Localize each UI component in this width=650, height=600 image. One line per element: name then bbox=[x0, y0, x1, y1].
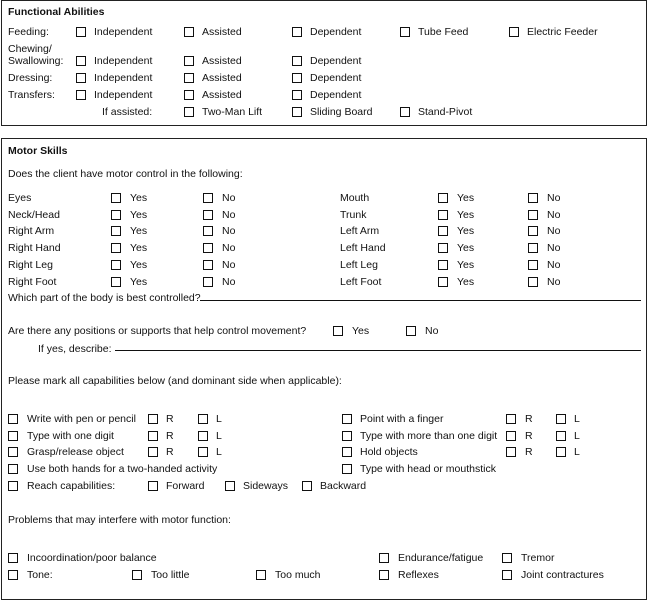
yes-label: Yes bbox=[457, 209, 475, 221]
motor-control-intro: Does the client have motor control in the following: bbox=[8, 168, 243, 180]
no-label: No bbox=[547, 259, 561, 271]
part-label-left: Right Hand bbox=[8, 242, 61, 254]
part-yes-checkbox[interactable] bbox=[438, 260, 448, 270]
cap-write-r-checkbox[interactable] bbox=[148, 414, 158, 424]
part-label-left: Eyes bbox=[8, 192, 32, 204]
dressing-independent-checkbox[interactable] bbox=[76, 73, 86, 83]
transfers-dependent-checkbox[interactable] bbox=[292, 90, 302, 100]
l-label: L bbox=[216, 430, 222, 442]
l-label: L bbox=[216, 446, 222, 458]
feeding-independent-checkbox[interactable] bbox=[76, 27, 86, 37]
functional-abilities-title: Functional Abilities bbox=[8, 6, 105, 18]
part-yes-checkbox[interactable] bbox=[438, 226, 448, 236]
part-yes-checkbox[interactable] bbox=[438, 277, 448, 287]
tremor-label: Tremor bbox=[521, 552, 555, 564]
chewing-assisted-checkbox[interactable] bbox=[184, 56, 194, 66]
stand-pivot-checkbox[interactable] bbox=[400, 107, 410, 117]
l-label: L bbox=[216, 413, 222, 425]
too-much-label: Too much bbox=[275, 569, 321, 581]
cap-type-one-l-checkbox[interactable] bbox=[198, 431, 208, 441]
part-yes-checkbox[interactable] bbox=[111, 226, 121, 236]
feeding-label: Feeding: bbox=[8, 26, 49, 38]
problems-intro: Problems that may interfere with motor function: bbox=[8, 514, 231, 526]
positions-describe-label: If yes, describe: bbox=[38, 343, 112, 355]
cap-reach-label: Reach capabilities: bbox=[27, 480, 116, 492]
part-label-right: Trunk bbox=[340, 209, 367, 221]
positions-yes-label: Yes bbox=[352, 325, 370, 337]
positions-describe-input-line[interactable] bbox=[115, 350, 641, 351]
feeding-assisted-checkbox[interactable] bbox=[184, 27, 194, 37]
yes-label: Yes bbox=[457, 276, 475, 288]
cap-reach-checkbox[interactable] bbox=[8, 481, 18, 491]
tone-checkbox[interactable] bbox=[8, 570, 18, 580]
cap-type-one-r-checkbox[interactable] bbox=[148, 431, 158, 441]
reflexes-label: Reflexes bbox=[398, 569, 439, 581]
positions-no-label: No bbox=[425, 325, 439, 337]
l-label: L bbox=[574, 446, 580, 458]
tone-label: Tone: bbox=[27, 569, 53, 581]
yes-label: Yes bbox=[130, 276, 148, 288]
part-yes-checkbox[interactable] bbox=[111, 260, 121, 270]
no-label: No bbox=[222, 259, 236, 271]
best-controlled-label: Which part of the body is best controlled? bbox=[8, 292, 201, 304]
part-label-left: Right Leg bbox=[8, 259, 53, 271]
no-label: No bbox=[547, 209, 561, 221]
yes-label: Yes bbox=[130, 209, 148, 221]
r-label: R bbox=[166, 446, 174, 458]
positions-yes-checkbox[interactable] bbox=[333, 326, 343, 336]
chewing-dependent-label: Dependent bbox=[310, 55, 362, 67]
two-man-lift-label: Two-Man Lift bbox=[202, 106, 263, 118]
yes-label: Yes bbox=[457, 225, 475, 237]
reflexes-checkbox[interactable] bbox=[379, 570, 389, 580]
chewing-independent-checkbox[interactable] bbox=[76, 56, 86, 66]
part-label-right: Left Arm bbox=[340, 225, 380, 237]
part-no-checkbox[interactable] bbox=[528, 210, 538, 220]
r-label: R bbox=[525, 430, 533, 442]
no-label: No bbox=[222, 225, 236, 237]
part-no-checkbox[interactable] bbox=[528, 193, 538, 203]
no-label: No bbox=[222, 242, 236, 254]
part-yes-checkbox[interactable] bbox=[111, 243, 121, 253]
cap-point-r-checkbox[interactable] bbox=[506, 414, 516, 424]
l-label: L bbox=[574, 413, 580, 425]
cap-type-one-checkbox[interactable] bbox=[8, 431, 18, 441]
too-little-label: Too little bbox=[151, 569, 190, 581]
part-label-left: Neck/Head bbox=[8, 209, 60, 221]
cap-write-l-checkbox[interactable] bbox=[198, 414, 208, 424]
r-label: R bbox=[166, 430, 174, 442]
part-yes-checkbox[interactable] bbox=[111, 210, 121, 220]
part-no-checkbox[interactable] bbox=[528, 243, 538, 253]
cap-type-one-label: Type with one digit bbox=[27, 430, 114, 442]
dressing-assisted-checkbox[interactable] bbox=[184, 73, 194, 83]
part-yes-checkbox[interactable] bbox=[111, 277, 121, 287]
yes-label: Yes bbox=[130, 225, 148, 237]
too-little-checkbox[interactable] bbox=[132, 570, 142, 580]
yes-label: Yes bbox=[457, 242, 475, 254]
part-label-right: Left Hand bbox=[340, 242, 386, 254]
cap-type-more-label: Type with more than one digit bbox=[360, 430, 498, 442]
reach-sideways-label: Sideways bbox=[243, 480, 288, 492]
motor-skills-section bbox=[1, 138, 647, 600]
yes-label: Yes bbox=[130, 242, 148, 254]
part-no-checkbox[interactable] bbox=[203, 193, 213, 203]
cap-type-more-checkbox[interactable] bbox=[342, 431, 352, 441]
swallowing-label: Swallowing: bbox=[8, 55, 64, 67]
yes-label: Yes bbox=[130, 192, 148, 204]
feeding-electric-feeder-checkbox[interactable] bbox=[509, 27, 519, 37]
cap-type-more-l-checkbox[interactable] bbox=[556, 431, 566, 441]
feeding-tube-feed-label: Tube Feed bbox=[418, 26, 469, 38]
cap-both-hands-label: Use both hands for a two-handed activity bbox=[27, 463, 218, 475]
cap-grasp-r-checkbox[interactable] bbox=[148, 447, 158, 457]
endurance-label: Endurance/fatigue bbox=[398, 552, 484, 564]
cap-type-more-r-checkbox[interactable] bbox=[506, 431, 516, 441]
incoordination-label: Incoordination/poor balance bbox=[27, 552, 157, 564]
two-man-lift-checkbox[interactable] bbox=[184, 107, 194, 117]
l-label: L bbox=[574, 430, 580, 442]
transfers-independent-checkbox[interactable] bbox=[76, 90, 86, 100]
part-no-checkbox[interactable] bbox=[203, 226, 213, 236]
cap-head-mouthstick-checkbox[interactable] bbox=[342, 464, 352, 474]
no-label: No bbox=[547, 242, 561, 254]
yes-label: Yes bbox=[457, 259, 475, 271]
cap-point-checkbox[interactable] bbox=[342, 414, 352, 424]
incoordination-checkbox[interactable] bbox=[8, 553, 18, 563]
transfers-label: Transfers: bbox=[8, 89, 55, 101]
no-label: No bbox=[222, 192, 236, 204]
cap-hold-r-checkbox[interactable] bbox=[506, 447, 516, 457]
capabilities-intro: Please mark all capabilities below (and dominant side when applicable): bbox=[8, 375, 342, 387]
part-no-checkbox[interactable] bbox=[203, 260, 213, 270]
cap-grasp-l-checkbox[interactable] bbox=[198, 447, 208, 457]
reach-sideways-checkbox[interactable] bbox=[225, 481, 235, 491]
sliding-board-checkbox[interactable] bbox=[292, 107, 302, 117]
joint-contractures-checkbox[interactable] bbox=[502, 570, 512, 580]
reach-backward-label: Backward bbox=[320, 480, 367, 492]
positions-no-checkbox[interactable] bbox=[406, 326, 416, 336]
if-assisted-label: If assisted: bbox=[102, 106, 153, 118]
part-label-right: Left Leg bbox=[340, 259, 378, 271]
chewing-independent-label: Independent bbox=[94, 55, 153, 67]
cap-both-hands-checkbox[interactable] bbox=[8, 464, 18, 474]
transfers-independent-label: Independent bbox=[94, 89, 153, 101]
positions-question: Are there any positions or supports that help control movement? bbox=[8, 325, 307, 337]
no-label: No bbox=[222, 209, 236, 221]
cap-grasp-label: Grasp/release object bbox=[27, 446, 124, 458]
cap-point-l-checkbox[interactable] bbox=[556, 414, 566, 424]
no-label: No bbox=[547, 276, 561, 288]
reach-forward-checkbox[interactable] bbox=[148, 481, 158, 491]
part-no-checkbox[interactable] bbox=[203, 277, 213, 287]
reach-forward-label: Forward bbox=[166, 480, 205, 492]
no-label: No bbox=[547, 225, 561, 237]
cap-write-label: Write with pen or pencil bbox=[27, 413, 136, 425]
r-label: R bbox=[525, 413, 533, 425]
part-no-checkbox[interactable] bbox=[528, 260, 538, 270]
part-yes-checkbox[interactable] bbox=[438, 243, 448, 253]
part-label-left: Right Arm bbox=[8, 225, 55, 237]
part-yes-checkbox[interactable] bbox=[111, 193, 121, 203]
tremor-checkbox[interactable] bbox=[502, 553, 512, 563]
cap-grasp-checkbox[interactable] bbox=[8, 447, 18, 457]
dressing-dependent-checkbox[interactable] bbox=[292, 73, 302, 83]
transfers-assisted-checkbox[interactable] bbox=[184, 90, 194, 100]
joint-contractures-label: Joint contractures bbox=[521, 569, 604, 581]
part-label-right: Left Foot bbox=[340, 276, 382, 288]
part-yes-checkbox[interactable] bbox=[438, 193, 448, 203]
cap-hold-checkbox[interactable] bbox=[342, 447, 352, 457]
r-label: R bbox=[525, 446, 533, 458]
chewing-assisted-label: Assisted bbox=[202, 55, 242, 67]
r-label: R bbox=[166, 413, 174, 425]
cap-hold-label: Hold objects bbox=[360, 446, 418, 458]
yes-label: Yes bbox=[130, 259, 148, 271]
no-label: No bbox=[222, 276, 236, 288]
feeding-independent-label: Independent bbox=[94, 26, 153, 38]
part-no-checkbox[interactable] bbox=[203, 210, 213, 220]
dressing-assisted-label: Assisted bbox=[202, 72, 242, 84]
motor-skills-title: Motor Skills bbox=[8, 145, 68, 157]
transfers-assisted-label: Assisted bbox=[202, 89, 242, 101]
cap-head-mouthstick-label: Type with head or mouthstick bbox=[360, 463, 496, 475]
part-no-checkbox[interactable] bbox=[528, 277, 538, 287]
transfers-dependent-label: Dependent bbox=[310, 89, 362, 101]
feeding-assisted-label: Assisted bbox=[202, 26, 242, 38]
dressing-dependent-label: Dependent bbox=[310, 72, 362, 84]
dressing-label: Dressing: bbox=[8, 72, 53, 84]
chewing-label: Chewing/ bbox=[8, 43, 52, 55]
cap-point-label: Point with a finger bbox=[360, 413, 444, 425]
feeding-dependent-checkbox[interactable] bbox=[292, 27, 302, 37]
dressing-independent-label: Independent bbox=[94, 72, 153, 84]
cap-write-checkbox[interactable] bbox=[8, 414, 18, 424]
cap-hold-l-checkbox[interactable] bbox=[556, 447, 566, 457]
part-label-right: Mouth bbox=[340, 192, 370, 204]
part-yes-checkbox[interactable] bbox=[438, 210, 448, 220]
part-no-checkbox[interactable] bbox=[203, 243, 213, 253]
best-controlled-input-line[interactable] bbox=[200, 300, 641, 301]
part-no-checkbox[interactable] bbox=[528, 226, 538, 236]
too-much-checkbox[interactable] bbox=[256, 570, 266, 580]
chewing-dependent-checkbox[interactable] bbox=[292, 56, 302, 66]
sliding-board-label: Sliding Board bbox=[310, 106, 373, 118]
stand-pivot-label: Stand-Pivot bbox=[418, 106, 473, 118]
reach-backward-checkbox[interactable] bbox=[302, 481, 312, 491]
endurance-checkbox[interactable] bbox=[379, 553, 389, 563]
no-label: No bbox=[547, 192, 561, 204]
feeding-dependent-label: Dependent bbox=[310, 26, 362, 38]
feeding-electric-feeder-label: Electric Feeder bbox=[527, 26, 598, 38]
part-label-left: Right Foot bbox=[8, 276, 57, 288]
feeding-tube-feed-checkbox[interactable] bbox=[400, 27, 410, 37]
yes-label: Yes bbox=[457, 192, 475, 204]
